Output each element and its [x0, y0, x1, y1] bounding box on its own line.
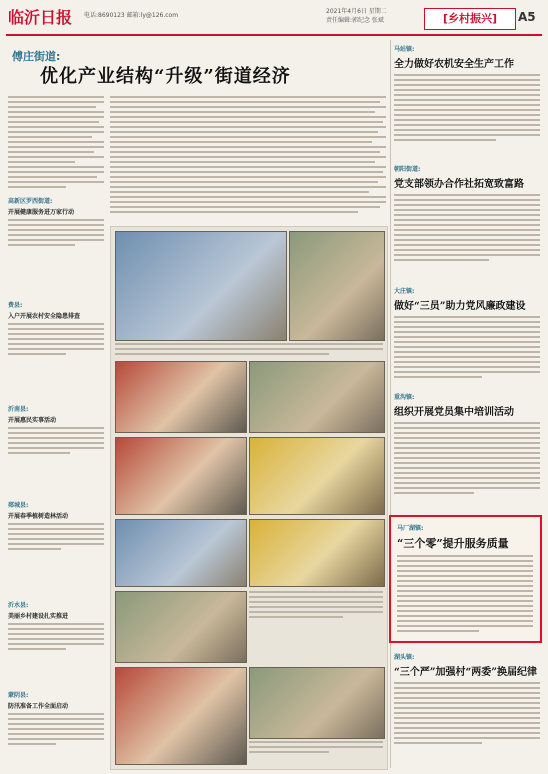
column-divider — [390, 40, 391, 768]
photo — [115, 591, 247, 663]
side-news-item: 费县: 入户开展农村安全隐患排查 — [8, 300, 104, 358]
right-article: 大庄镇: 做好“三员”助力党风廉政建设 — [394, 286, 540, 381]
issue-date — [326, 7, 387, 25]
date-line: 2021年4月6日 星期二 — [326, 8, 387, 15]
photo-caption — [249, 591, 383, 621]
editor-line: 责任编辑:郭纪念 张斌 — [326, 17, 384, 24]
photo — [289, 231, 385, 341]
contact-info: 电话:8690123 邮箱:ly@126.com — [84, 12, 179, 19]
highlight-headline: “三个零”提升服务质量 — [397, 537, 509, 550]
photo — [115, 667, 247, 765]
photo-caption — [249, 741, 383, 756]
main-kicker: 傅庄街道: — [12, 50, 61, 63]
newspaper-logo: 临沂日报 — [8, 8, 73, 27]
masthead — [6, 4, 542, 36]
section-badge: [乡村振兴] — [424, 8, 516, 30]
right-article: 湖头镇: “三个严”加强村“两委”换届纪律 — [394, 652, 540, 747]
photo — [115, 437, 247, 515]
side-news-item: 郯城县: 开展春季植树造林活动 — [8, 500, 104, 553]
main-headline: 优化产业结构“升级”街道经济 — [40, 66, 291, 87]
lead-column — [8, 96, 104, 191]
photo — [249, 361, 385, 433]
photo — [115, 361, 247, 433]
side-news-item: 沂水县: 美丽乡村建设扎实推进 — [8, 600, 104, 653]
highlighted-article — [389, 515, 542, 643]
right-article: 马站镇: 全力做好农机安全生产工作 — [394, 44, 540, 144]
photo-spread — [110, 226, 388, 770]
photo — [249, 437, 385, 515]
highlight-kicker: 马厂湖镇: — [397, 525, 424, 532]
page-number: A5 — [518, 10, 536, 24]
side-news-item: 沂南县: 开展惠民实事活动 — [8, 404, 104, 457]
photo — [115, 231, 287, 341]
side-news-item: 蒙阴县: 防汛准备工作全面启动 — [8, 690, 104, 748]
side-news-item: 高新区罗西街道: 开展健康服务进万家行动 — [8, 196, 104, 249]
photo-caption — [115, 343, 383, 358]
main-article-body — [110, 96, 386, 216]
right-article: 重沟镇: 组织开展党员集中培训活动 — [394, 392, 540, 497]
right-article: 朝阳街道: 党支部领办合作社拓宽致富路 — [394, 164, 540, 264]
highlight-body — [397, 555, 533, 635]
photo — [249, 519, 385, 587]
photo — [115, 519, 247, 587]
photo — [249, 667, 385, 739]
